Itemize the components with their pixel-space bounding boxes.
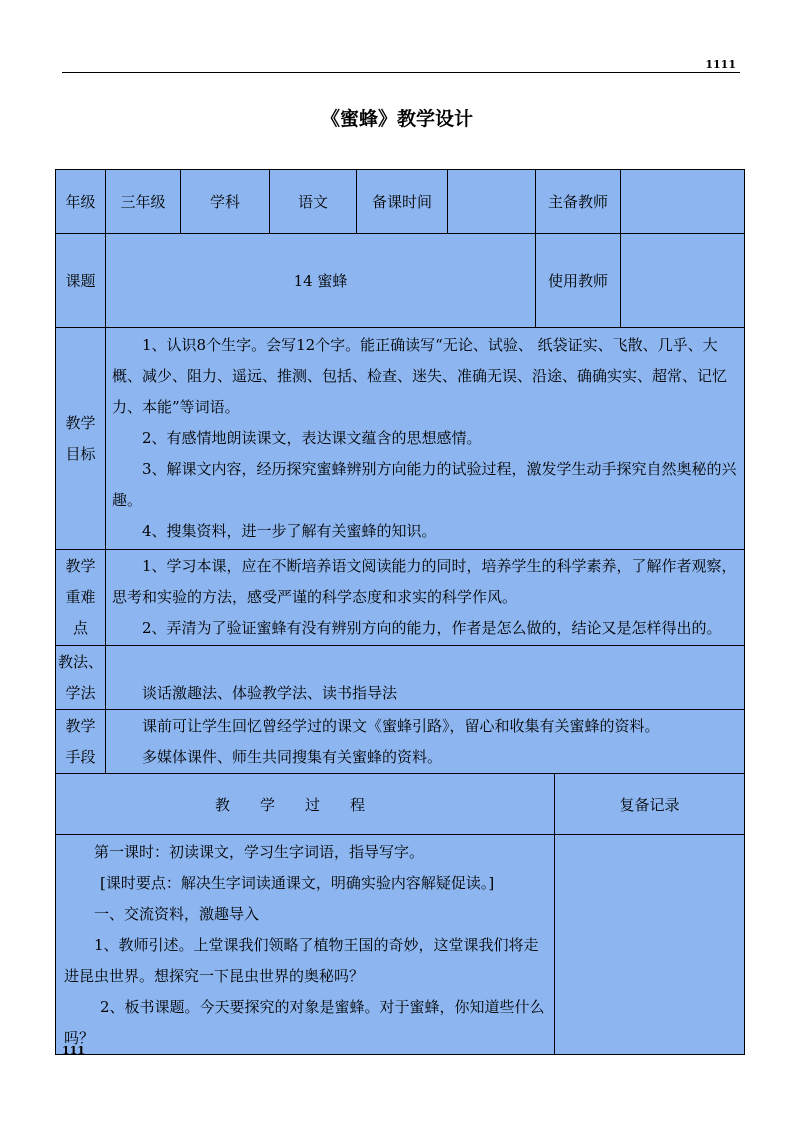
review-header: 复备记录	[555, 774, 745, 835]
key-points-label	[56, 550, 106, 646]
process-header	[56, 774, 555, 835]
methods-row	[56, 646, 745, 710]
process-line: 一、交流资料，激趣导入	[94, 905, 260, 923]
key-points-label-line: 点	[72, 619, 88, 637]
means-label	[56, 710, 106, 774]
subject-value: 语文	[270, 170, 357, 234]
lesson-plan-table	[55, 169, 745, 1055]
user-teacher-value	[621, 234, 745, 328]
topic-value: 14 蜜蜂	[106, 234, 536, 328]
subject-label: 学科	[181, 170, 270, 234]
means-item: 多媒体课件、师生共同搜集有关蜜蜂的资料。	[142, 747, 443, 766]
header-page-code: 1111	[705, 58, 736, 71]
goal-item: 4、搜集资料，进一步了解有关蜜蜂的知识。	[142, 522, 437, 540]
lead-teacher-label: 主备教师	[536, 170, 621, 234]
goals-label-line: 目标	[65, 444, 96, 463]
process-content-row	[56, 835, 745, 1055]
methods-value: 谈话激趣法、体验教学法、读书指导法	[142, 684, 398, 702]
review-content	[555, 835, 745, 1055]
goal-item: 1、认识8个生字。会写12个字。能正确读写“无论、试验、 纸袋证实、飞散、几乎、大概、减少、阻力、遥远、推测、包括、检查、迷失、准确无误、沿途、确确实实、超常、记忆力、本能”等词语。	[112, 336, 728, 416]
goals-row	[56, 328, 745, 550]
prep-time-label: 备课时间	[357, 170, 448, 234]
footer-page-code: 111	[62, 1044, 85, 1057]
topic-label: 课题	[56, 234, 106, 328]
goals-label-line: 教学	[65, 413, 96, 432]
process-content	[56, 835, 555, 1055]
process-line: 1、教师引述。上堂课我们领略了植物王国的奇妙，这堂课我们将走进昆虫世界。想探究一下昆虫世界的奥秘吗？	[64, 936, 539, 985]
key-points-label-line: 教学	[65, 557, 96, 575]
key-point-item: 2、弄清为了验证蜜蜂有没有辨别方向的能力，作者是怎么做的，结论又是怎样得出的。	[142, 619, 722, 637]
document-title: 《蜜蜂》教学设计	[320, 108, 473, 130]
process-header-row	[56, 774, 745, 835]
key-point-item: 1、学习本课，应在不断培养语文阅读能力的同时，培养学生的科学素养，了解作者观察，思考和实验的方法，感受严谨的科学态度和求实的科学作风。	[112, 557, 737, 606]
methods-label-line: 学法	[65, 683, 96, 702]
methods-content	[106, 646, 745, 710]
grade-label: 年级	[56, 170, 106, 234]
goals-label	[56, 328, 106, 550]
means-item: 课前可让学生回忆曾经学过的课文《蜜蜂引路》，留心和收集有关蜜蜂的资料。	[142, 716, 660, 735]
key-points-row	[56, 550, 745, 646]
key-points-content	[106, 550, 745, 646]
goal-item: 3、解课文内容，经历探究蜜蜂辨别方向能力的试验过程，激发学生动手探究自然奥秘的兴趣。	[112, 460, 737, 509]
process-line: [课时要点：解决生字词读通课文，明确实验内容解疑促读。]	[100, 874, 495, 892]
methods-label	[56, 646, 106, 710]
prep-time-value	[448, 170, 536, 234]
user-teacher-label: 使用教师	[536, 234, 621, 328]
goal-item: 2、有感情地朗读课文，表达课文蕴含的思想感情。	[142, 429, 482, 447]
goals-content	[106, 328, 745, 550]
means-label-line: 教学	[65, 716, 96, 735]
process-line: 2、板书课题。今天要探究的对象是蜜蜂。对于蜜蜂，你知道些什么吗？	[64, 998, 545, 1047]
process-line: 第一课时：初读课文，学习生字词语，指导写字。	[94, 843, 425, 861]
means-label-line: 手段	[65, 747, 96, 766]
key-points-label-line: 重难	[65, 588, 96, 606]
header-rule	[62, 72, 740, 73]
means-row	[56, 710, 745, 774]
topic-row	[56, 234, 745, 328]
process-header-text: 教学过程	[214, 795, 395, 814]
info-row	[56, 170, 745, 234]
lead-teacher-value	[621, 170, 745, 234]
grade-value: 三年级	[106, 170, 181, 234]
means-content	[106, 710, 745, 774]
methods-label-line: 教法、	[57, 652, 103, 671]
